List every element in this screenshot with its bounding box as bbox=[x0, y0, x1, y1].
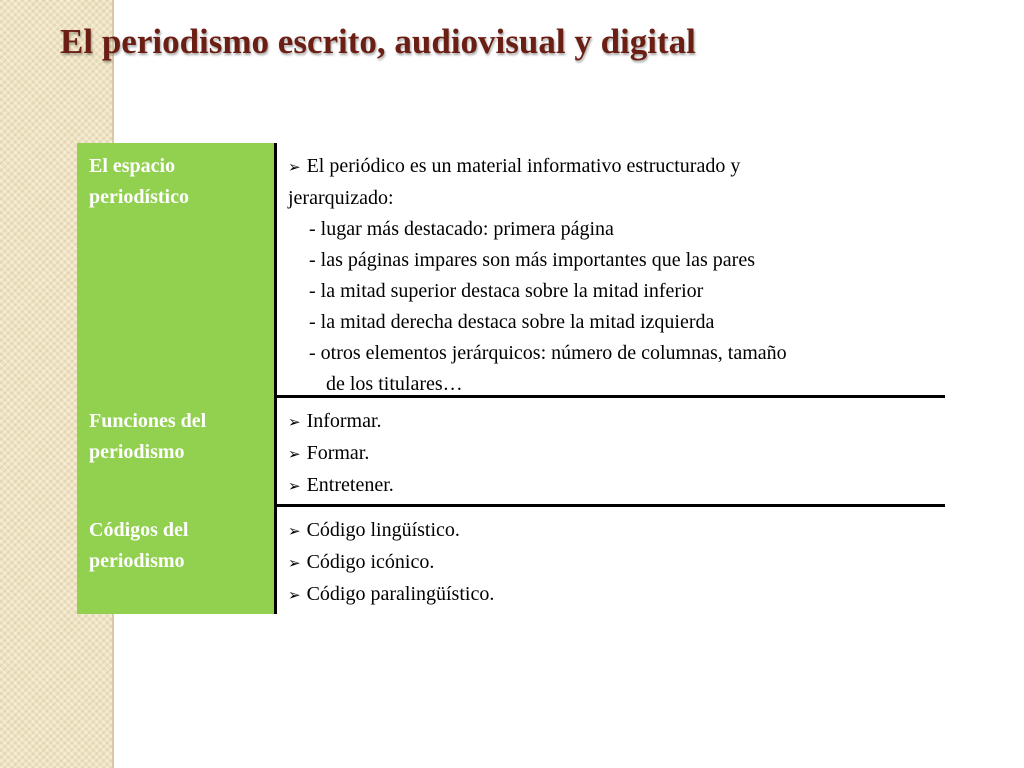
bullet-item: ➢ El periódico es un material informativo estructurado y bbox=[288, 155, 741, 177]
row-header-codigos bbox=[77, 507, 277, 614]
sub-item: - la mitad derecha destaca sobre la mitad izquierda bbox=[309, 311, 715, 333]
arrowhead-bullet-icon: ➢ bbox=[288, 522, 301, 540]
row-header-line: periodismo bbox=[89, 441, 185, 463]
sub-item: - las páginas impares son más importantes que las pares bbox=[309, 249, 755, 271]
row-header-line: Códigos del bbox=[89, 519, 189, 541]
sub-item: - la mitad superior destaca sobre la mitad inferior bbox=[309, 280, 704, 302]
bullet-item: ➢ Entretener. bbox=[288, 474, 394, 496]
bullet-item: ➢ Código icónico. bbox=[288, 551, 435, 573]
arrowhead-bullet-icon: ➢ bbox=[288, 554, 301, 572]
bullet-continuation: jerarquizado: bbox=[288, 187, 394, 209]
bullet-item: ➢ Informar. bbox=[288, 410, 382, 432]
row-content-espacio bbox=[277, 143, 945, 398]
arrowhead-bullet-icon: ➢ bbox=[288, 413, 301, 431]
sub-item: - lugar más destacado: primera página bbox=[309, 218, 614, 240]
arrowhead-bullet-icon: ➢ bbox=[288, 586, 301, 604]
row-header-line: Funciones del bbox=[89, 410, 207, 432]
row-header-funciones bbox=[77, 398, 277, 507]
sub-item-continuation: de los titulares… bbox=[326, 373, 463, 395]
arrowhead-bullet-icon: ➢ bbox=[288, 445, 301, 463]
row-header-line: El espacio bbox=[89, 155, 176, 177]
row-header-line: periodístico bbox=[89, 186, 189, 208]
row-content-funciones bbox=[277, 398, 945, 507]
sub-item: - otros elementos jerárquicos: número de columnas, tamaño bbox=[309, 342, 787, 364]
arrowhead-bullet-icon: ➢ bbox=[288, 477, 301, 495]
row-content-codigos bbox=[277, 507, 945, 614]
slide-title: El periodismo escrito, audiovisual y digital bbox=[60, 22, 696, 61]
row-header-espacio bbox=[77, 143, 277, 398]
table-row-espacio bbox=[77, 143, 945, 398]
bullet-item: ➢ Código paralingüístico. bbox=[288, 583, 495, 605]
content-table bbox=[77, 143, 945, 614]
table-row-codigos bbox=[77, 507, 945, 614]
arrowhead-bullet-icon: ➢ bbox=[288, 158, 301, 176]
bullet-item: ➢ Formar. bbox=[288, 442, 370, 464]
bullet-item: ➢ Código lingüístico. bbox=[288, 519, 460, 541]
row-header-line: periodismo bbox=[89, 550, 185, 572]
table-row-funciones bbox=[77, 398, 945, 507]
